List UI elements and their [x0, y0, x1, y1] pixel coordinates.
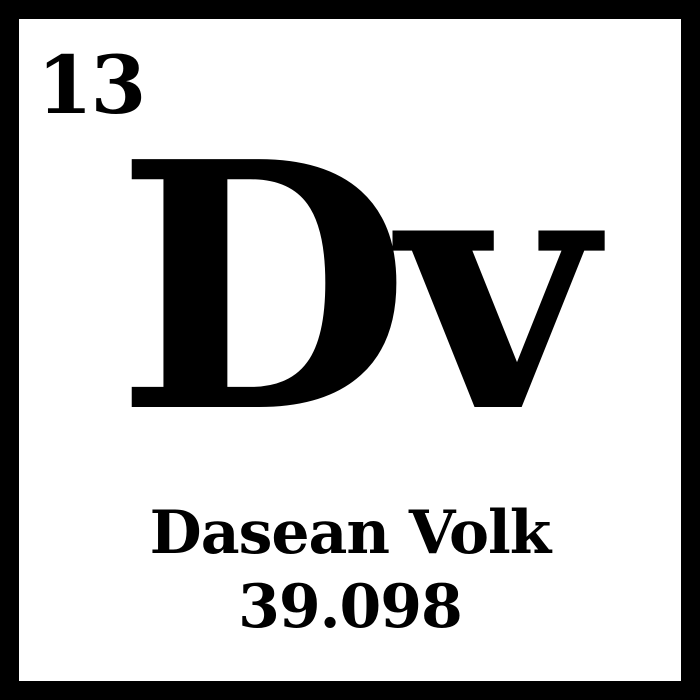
atomic-number: 13 — [37, 38, 145, 132]
atomic-mass: 39.098 — [238, 572, 462, 642]
element-symbol: Dv — [115, 89, 585, 488]
element-name: Dasean Volk — [149, 498, 551, 568]
